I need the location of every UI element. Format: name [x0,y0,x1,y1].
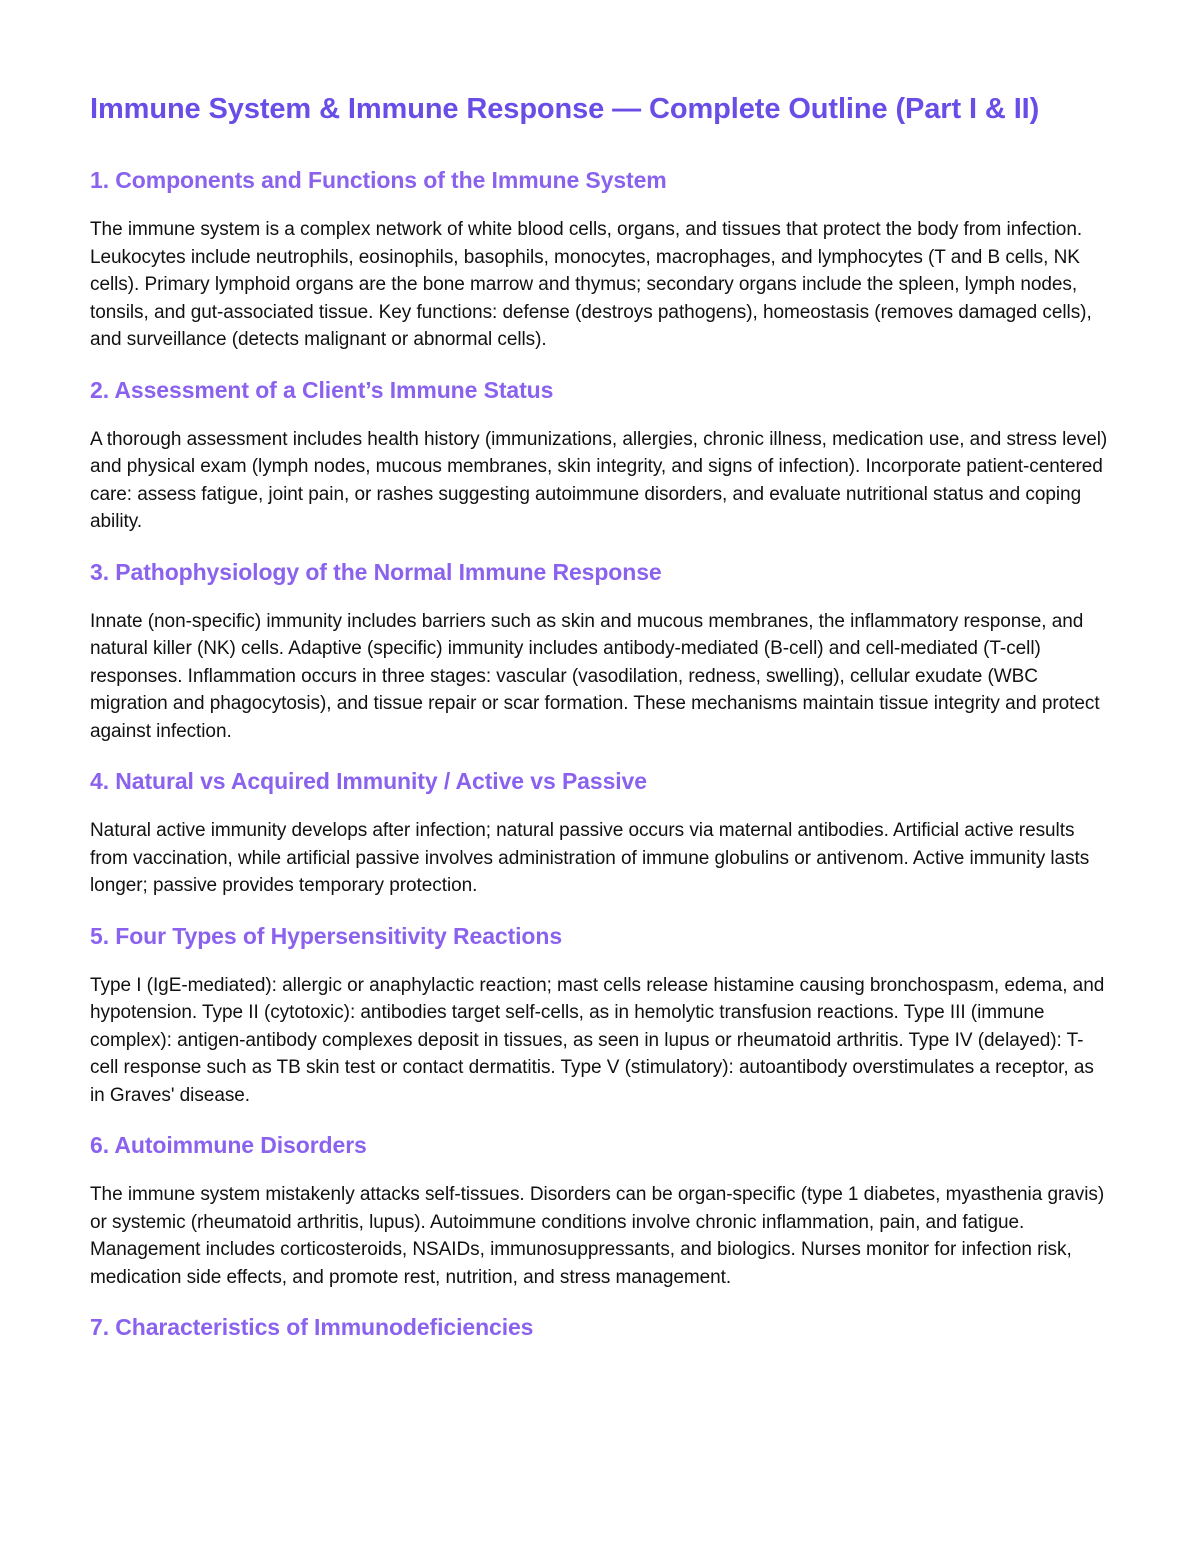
section-components-functions [90,166,1110,354]
section-heading: 4. Natural vs Acquired Immunity / Active vs Passive [90,768,647,794]
document-title: Immune System & Immune Response — Complete Outline (Part I & II) [90,93,1040,125]
section-paragraph: The immune system is a complex network of white blood cells, organs, and tissues that protect the body from infection. Leukocytes include neutrophils, eosinophils, basophils, monocytes, macrophages, and lymphocytes (T and B cells, NK cells). Primary lymphoid organs are the bone marrow and thymus; secondary organs include the spleen, lymph nodes, tonsils, and gut-associated tissue. Key functions: defense (destroys pathogens), homeostasis (removes damaged cells), and surveillance (detects malignant or abnormal cells). [90,219,1092,350]
section-paragraph: A thorough assessment includes health history (immunizations, allergies, chronic illness, medication use, and stress level) and physical exam (lymph nodes, mucous membranes, skin integrity, and signs of infection). Incorporate patient-centered care: assess fatigue, joint pain, or rashes suggesting autoimmune disorders, and evaluate nutritional status and coping ability. [90,428,1108,532]
section-immunity-types [90,767,1110,900]
section-heading: 2. Assessment of a Client’s Immune Status [90,376,554,403]
section-heading: 7. Characteristics of Immunodeficiencies [90,1314,534,1340]
section-immunodeficiencies [90,1313,1110,1341]
section-paragraph: Natural active immunity develops after infection; natural passive occurs via maternal antibodies. Artificial active results from vaccination, while artificial passive involves administration of immune globulins or antivenom. Active immunity lasts longer; passive provides temporary protection. [90,820,1090,896]
section-heading: 3. Pathophysiology of the Normal Immune Response [90,558,662,585]
section-heading: 6. Autoimmune Disorders [90,1132,367,1158]
section-paragraph: The immune system mistakenly attacks self-tissues. Disorders can be organ-specific (type 1 diabetes, myasthenia gravis) or systemic (rheumatoid arthritis, lupus). Autoimmune conditions involve chronic inflammation, pain, and fatigue. Management includes corticosteroids, NSAIDs, immunosuppressants, and biologics. Nurses monitor for infection risk, medication side effects, and promote rest, nutrition, and stress management. [90,1184,1105,1288]
section-paragraph: Type I (IgE-mediated): allergic or anaphylactic reaction; mast cells release histamine causing bronchospasm, edema, and hypotension. Type II (cytotoxic): antibodies target self-cells, as in hemolytic transfusion reactions. Type III (immune complex): antigen-antibody complexes deposit in tissues, as seen in lupus or rheumatoid arthritis. Type IV (delayed): T-cell response such as TB skin test or contact dermatitis. Type V (stimulatory): autoantibody overstimulates a receptor, as in Graves' disease. [90,974,1105,1106]
section-pathophysiology [90,558,1110,746]
section-autoimmune [90,1131,1110,1291]
section-heading: 5. Four Types of Hypersensitivity Reactions [90,922,563,949]
section-paragraph: Innate (non-specific) immunity includes barriers such as skin and mucous membranes, the inflammatory response, and natural killer (NK) cells. Adaptive (specific) immunity includes antibody-mediated (B-cell) and cell-mediated (T-cell) responses. Inflammation occurs in three stages: vascular (vasodilation, redness, swelling), cellular exudate (WBC migration and phagocytosis), and tissue repair or scar formation. These mechanisms maintain tissue integrity and protect against infection. [90,610,1100,742]
section-hypersensitivity [90,922,1110,1110]
section-heading: 1. Components and Functions of the Immune System [90,167,667,193]
section-assessment [90,376,1110,536]
